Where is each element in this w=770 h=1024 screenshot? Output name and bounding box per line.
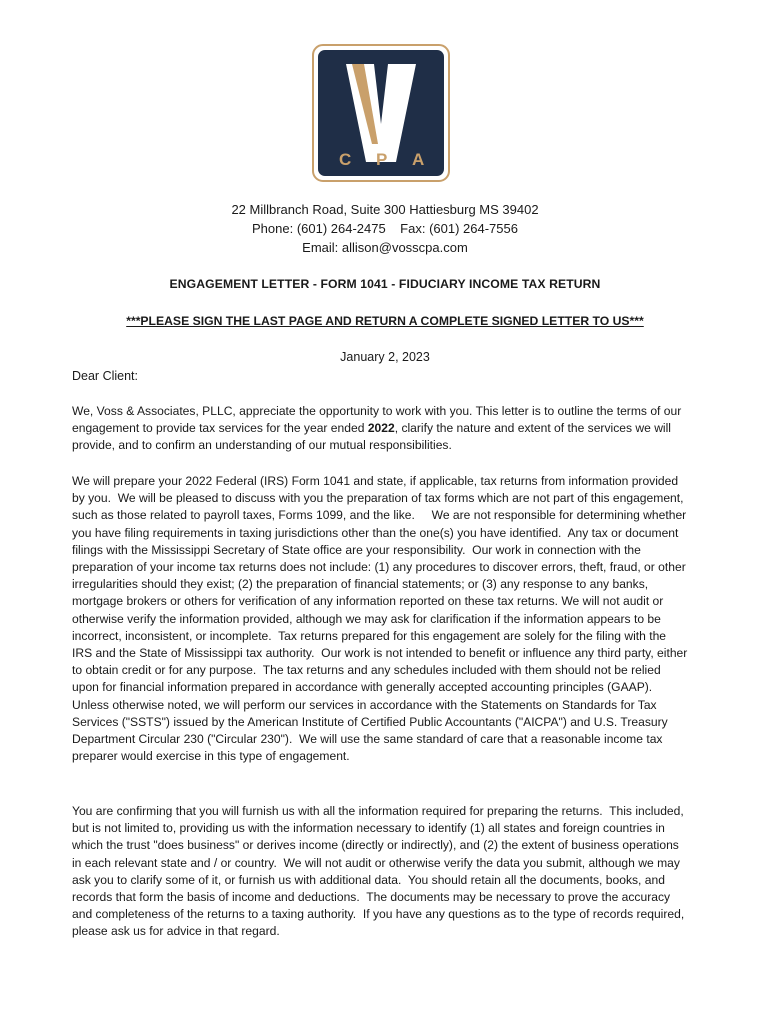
intro-text-b: , clarify the nature and extent of the services we will provide, and to confirm an understanding of our mutual responsibilities. <box>72 421 671 453</box>
salutation: Dear Client: <box>72 369 138 383</box>
phone-fax-line: Phone: (601) 264-2475 Fax: (601) 264-7556 <box>252 221 518 236</box>
letter-title: ENGAGEMENT LETTER - FORM 1041 - FIDUCIARY INCOME TAX RETURN <box>169 277 601 291</box>
client-responsibility-paragraph: You are confirming that you will furnish us with all the information required for preparing the returns. This included, but is not limited to, providing us with the information necessary to identify (1) all states and foreign countries in which the trust "does business" or derives income (directly or indirectly), and (2) the extent of business operations in each relevant state and / or country. We will not audit or otherwise verify the data you submit, although we may ask you to clarify some of it, or furnish us with additional data. You should retain all the documents, books, and records that form the basis of income and deductions. The documents may be necessary to prove the accuracy and completeness of the returns to a taxing authority. If you have any questions as to the type of records required, please ask us for advice in that regard. <box>72 804 688 939</box>
letter-date: January 2, 2023 <box>340 350 430 364</box>
logo-letter-c: C <box>339 150 352 169</box>
address-line: 22 Millbranch Road, Suite 300 Hattiesburg MS 39402 <box>231 202 539 217</box>
vcpa-logo <box>312 44 450 182</box>
scope-paragraph: We will prepare your 2022 Federal (IRS) Form 1041 and state, if applicable, tax returns from information provided by you. We will be pleased to discuss with you the preparation of tax forms which are not part of this engagement, such as those related to payroll taxes, Forms 1099, and the like. We are not responsible for determining whether you have filing requirements in taxing jurisdictions other than the one(s) you have identified. Any tax or document filings with the Mississippi Secretary of State office are your responsibility. Our work in connection with the preparation of your income tax returns does not include: (1) any procedures to discover errors, theft, fraud, or other irregularities should they exist; (2) the preparation of financial statements; or (3) any response to any banks, mortgage brokers or others for verification of any information reported on these tax returns. We will not audit or otherwise verify the information provided, although we may ask for clarification if the information appears to be incorrect, inconsistent, or incomplete. Tax returns prepared for this engagement are solely for the filing with the IRS and the State of Mississippi tax authority. Our work is not intended to benefit or influence any third party, either to obtain credit or for any purpose. The tax returns and any schedules included with them should not be relied upon for financial information prepared in accordance with generally accepted accounting principles (GAAP). Unless otherwise noted, we will perform our services in accordance with the Statements on Standards for Tax Services ("SSTS") issued by the American Institute of Certified Public Accountants ("AICPA") and U.S. Treasury Department Circular 230 ("Circular 230"). We will use the same standard of care that a reasonable income tax preparer would exercise in this type of engagement. <box>72 474 691 764</box>
intro-text-a: We, Voss & Associates, PLLC, appreciate the opportunity to work with you. This letter is to outline the terms of our engagement to provide tax services for the year ended <box>72 404 682 436</box>
intro-paragraph <box>72 403 688 455</box>
signature-notice: ***PLEASE SIGN THE LAST PAGE AND RETURN A COMPLETE SIGNED LETTER TO US*** <box>126 314 644 328</box>
logo-letter-p: P <box>376 150 388 169</box>
firm-contact-block <box>0 200 770 257</box>
email-line: Email: allison@vosscpa.com <box>302 240 468 255</box>
tax-year: 2022 <box>367 421 395 436</box>
logo-letter-a: A <box>412 150 425 169</box>
